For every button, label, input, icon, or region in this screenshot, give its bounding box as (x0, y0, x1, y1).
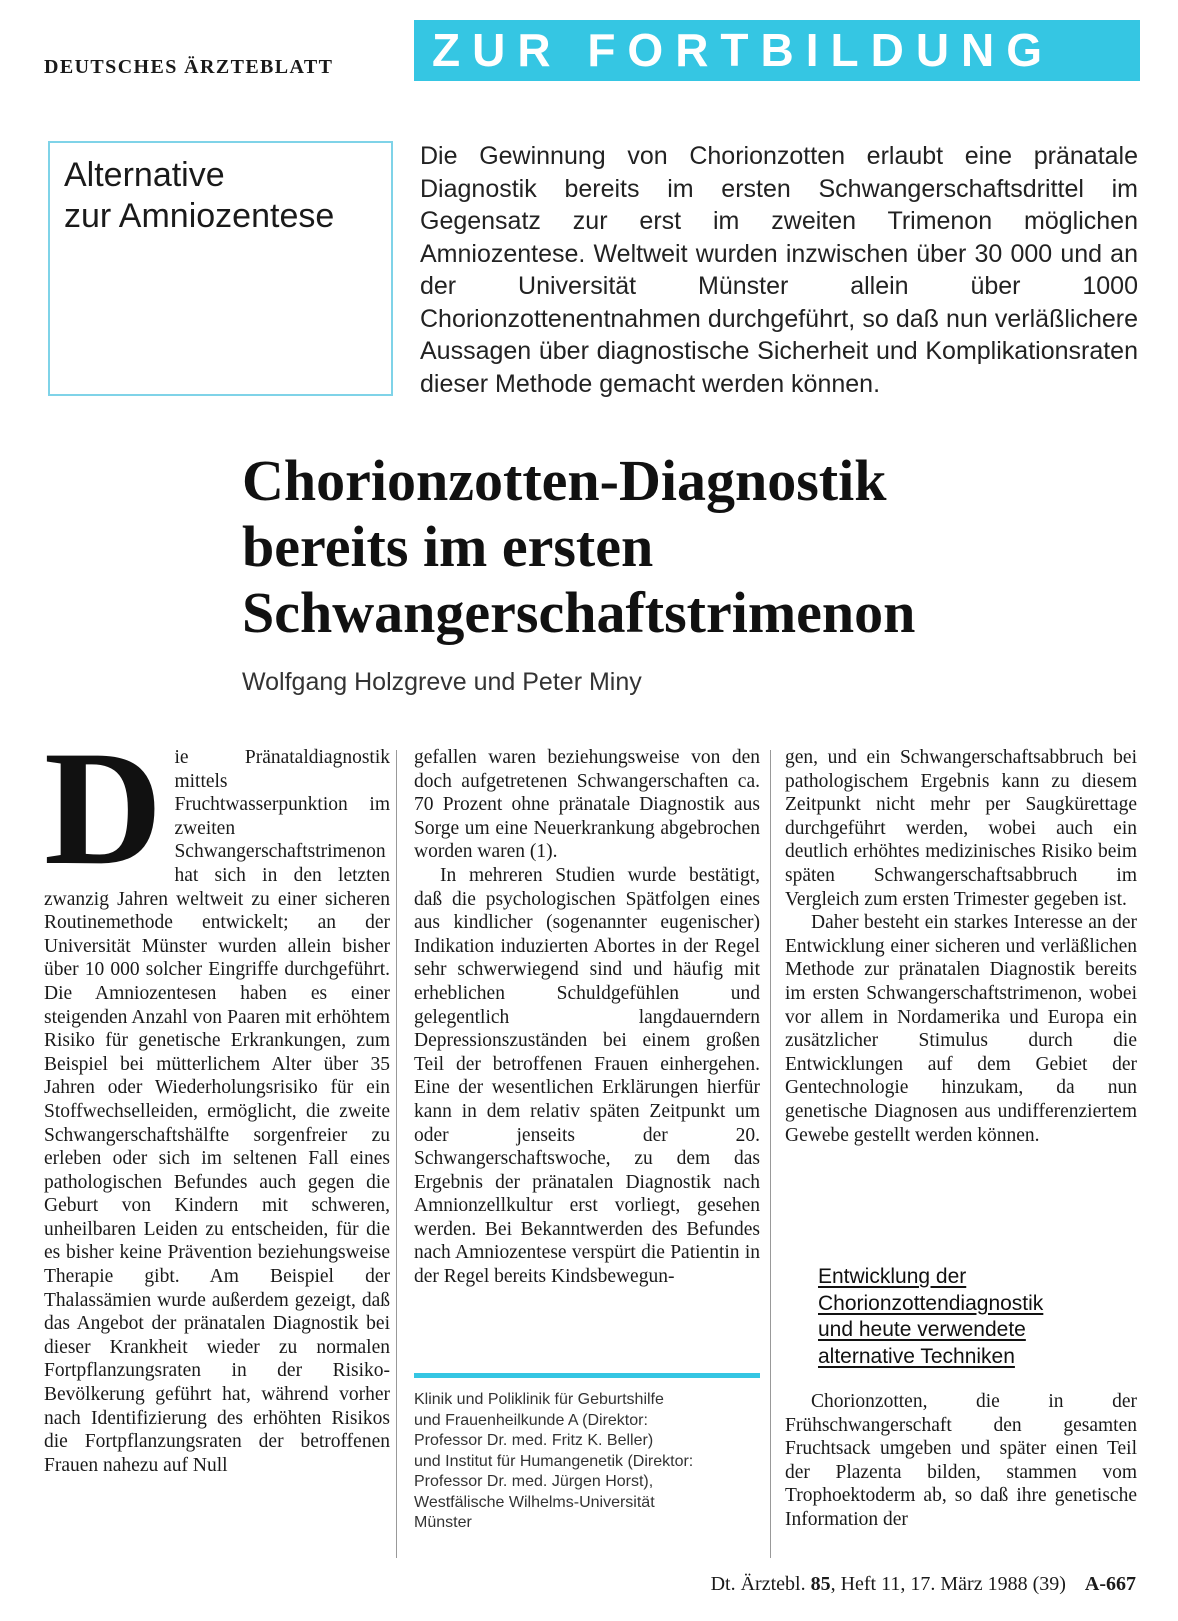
authors: Wolfgang Holzgreve und Peter Miny (242, 668, 642, 696)
subheading (818, 1264, 1118, 1370)
body-column-2 (414, 746, 760, 1289)
subheading-line: Entwicklung der (818, 1265, 967, 1288)
journal-name: DEUTSCHES ÄRZTEBLATT (44, 56, 334, 78)
footer-issue: , Heft 11, 17. März 1988 (39) (830, 1573, 1066, 1595)
body-column-3-continued (785, 1390, 1137, 1532)
affiliation-line: und Frauenheilkunde A (Direktor: (414, 1411, 648, 1429)
subheading-line: alternative Techniken (818, 1344, 1015, 1368)
body-column-1 (44, 718, 390, 1477)
subheading-line: Chorionzottendiagnostik (818, 1291, 1044, 1315)
footer-journal: Dt. Ärztebl. (710, 1573, 806, 1595)
intro-text: Die Gewinnung von Chorionzotten erlaubt eine pränatale Diagnostik bereits im ersten Schwangerschaftsdrittel im Gegensatz zur erst im zweiten Trimenon möglichen Amniozentese. Weltweit wurden inzwischen über 30 000 und an der Universität Münster allein über 1000 Chorionzottenentnahmen durchgeführt, so daß nun verläßlichere Aussagen über diagnostische Sicherheit und Komplikationsraten dieser Methode gemacht werden können. (420, 142, 1138, 398)
drop-cap: D (44, 718, 163, 899)
section-banner: ZUR FORTBILDUNG (414, 20, 1140, 81)
subheading-line: und heute verwendete (818, 1318, 1026, 1341)
affiliation-rule (414, 1373, 760, 1378)
affiliation-line: Westfälische Wilhelms-Universität (414, 1493, 655, 1511)
paragraph: Chorionzotten, die in der Frühschwangerschaft den gesamten Fruchtsack umgeben und später einen Teil der Plazenta bilden, stammen vom Trophoektoderm ab, so daß ihre genetische Information der (785, 1391, 1137, 1530)
column-divider (770, 750, 771, 1558)
affiliation-line: Professor Dr. med. Fritz K. Beller) (414, 1432, 654, 1449)
paragraph: Daher besteht ein starkes Interesse an der Entwicklung einer sicheren und verläßlichen Methode zur pränatalen Diagnostik bereits im ersten Schwangerschaftstrimenon, wobei vor allem in Nordamerika und Europa ein zusätzlicher Stimulus durch die Entwicklungen auf dem Gebiet der Gentechnologie hinzukam, da nun genetische Diagnosen aus undifferenziertem Gewebe gestellt werden können. (785, 912, 1137, 1146)
page-number: A-667 (1084, 1573, 1136, 1595)
affiliation-line: Münster (414, 1514, 472, 1531)
affiliation-line: und Institut für Humangenetik (Direktor: (414, 1452, 694, 1470)
title-line-2: bereits im ersten (242, 514, 654, 579)
rubric-line-2: zur Amniozentese (64, 197, 335, 235)
title-line-1: Chorionzotten-Diagnostik (242, 448, 887, 513)
body-column-3 (785, 746, 1137, 1147)
column-divider (396, 750, 397, 1558)
paragraph: In mehreren Studien wurde bestätigt, daß die psychologischen Spätfolgen eines aus kindlicher (sogenannter eugenischer) Indikation induzierten Abortes in der Regel sehr schwerwiegend sind und häufig mit erheblichen Schuldgefühlen und gelegentlich langdauerndern Depressionszuständen bei einem großen Teil der betroffenen Frauen einhergehen. Eine der wesentlichen Erklärungen hierfür kann in dem relativ späten Zeitpunkt um oder jenseits der 20. Schwangerschaftswoche, zu dem das Ergebnis der pränatalen Diagnostik nach Amnionzellkultur erst vorliegt, gesehen werden. Bei Bekanntwerden des Befundes nach Amniozentese verspürt die Patientin in der Regel bereits Kindsbewegun- (414, 864, 760, 1288)
article-title (242, 448, 1142, 646)
title-line-3: Schwangerschaftstrimenon (242, 580, 916, 645)
affiliation (414, 1390, 760, 1534)
rubric-box (48, 141, 393, 396)
page-footer (711, 1573, 1136, 1596)
paragraph: ie Pränataldiagnostik mittels Fruchtwasserpunktion im zweiten Schwangerschaftstrimenon hat sich in den letzten zwanzig Jahren weltweit zu einer sicheren Routinemethode entwickelt; an der Universität Münster wurden allein bisher über 10 000 solcher Eingriffe durchgeführt. Die Amniozentesen haben es einer steigenden Anzahl von Paaren mit erhöhtem Risiko für genetische Erkrankungen, zum Beispiel bei mütterlichem Alter über 35 Jahren oder Wiederholungsrisiko für ein Stoffwechselleiden, ermöglicht, die zweite Schwangerschaftshälfte sorgenfreier zu erleben oder sich im seltenen Fall eines pathologischen Befundes auch gegen die Geburt von Kindern mit schweren, unheilbaren Leiden zu entscheiden, für die es bisher keine Prävention beziehungsweise Therapie gibt. Am Beispiel der Thalassämien wurde außerdem gezeigt, daß das Angebot der pränatalen Diagnostik bei dieser Krankheit wieder zu normalen Fortpflanzungsraten in der Risiko-Bevölkerung geführt hat, während vorher nach Identifizierung des erhöhten Risikos die Fortpflanzungsraten der betroffenen Frauen nahezu auf Null (44, 747, 390, 1476)
affiliation-line: Professor Dr. med. Jürgen Horst), (414, 1473, 654, 1490)
footer-volume: 85 (810, 1573, 831, 1595)
paragraph: gen, und ein Schwangerschaftsabbruch bei pathologischem Ergebnis kann zu diesem Zeitpunkt nicht mehr per Saugkürettage durchgeführt werden, wobei auch ein deutlich erhöhtes medizinisches Risiko beim späten Schwangerschaftsabbruch im Vergleich zum ersten Trimester gegeben ist. (785, 747, 1137, 910)
paragraph: gefallen waren beziehungsweise von den doch aufgetretenen Schwangerschaften ca. 70 Prozent ohne pränatale Diagnostik aus Sorge um eine Neuerkrankung abgebrochen worden waren (1). (414, 747, 760, 863)
rubric-line-1: Alternative (64, 156, 225, 194)
affiliation-line: Klinik und Poliklinik für Geburtshilfe (414, 1391, 664, 1408)
